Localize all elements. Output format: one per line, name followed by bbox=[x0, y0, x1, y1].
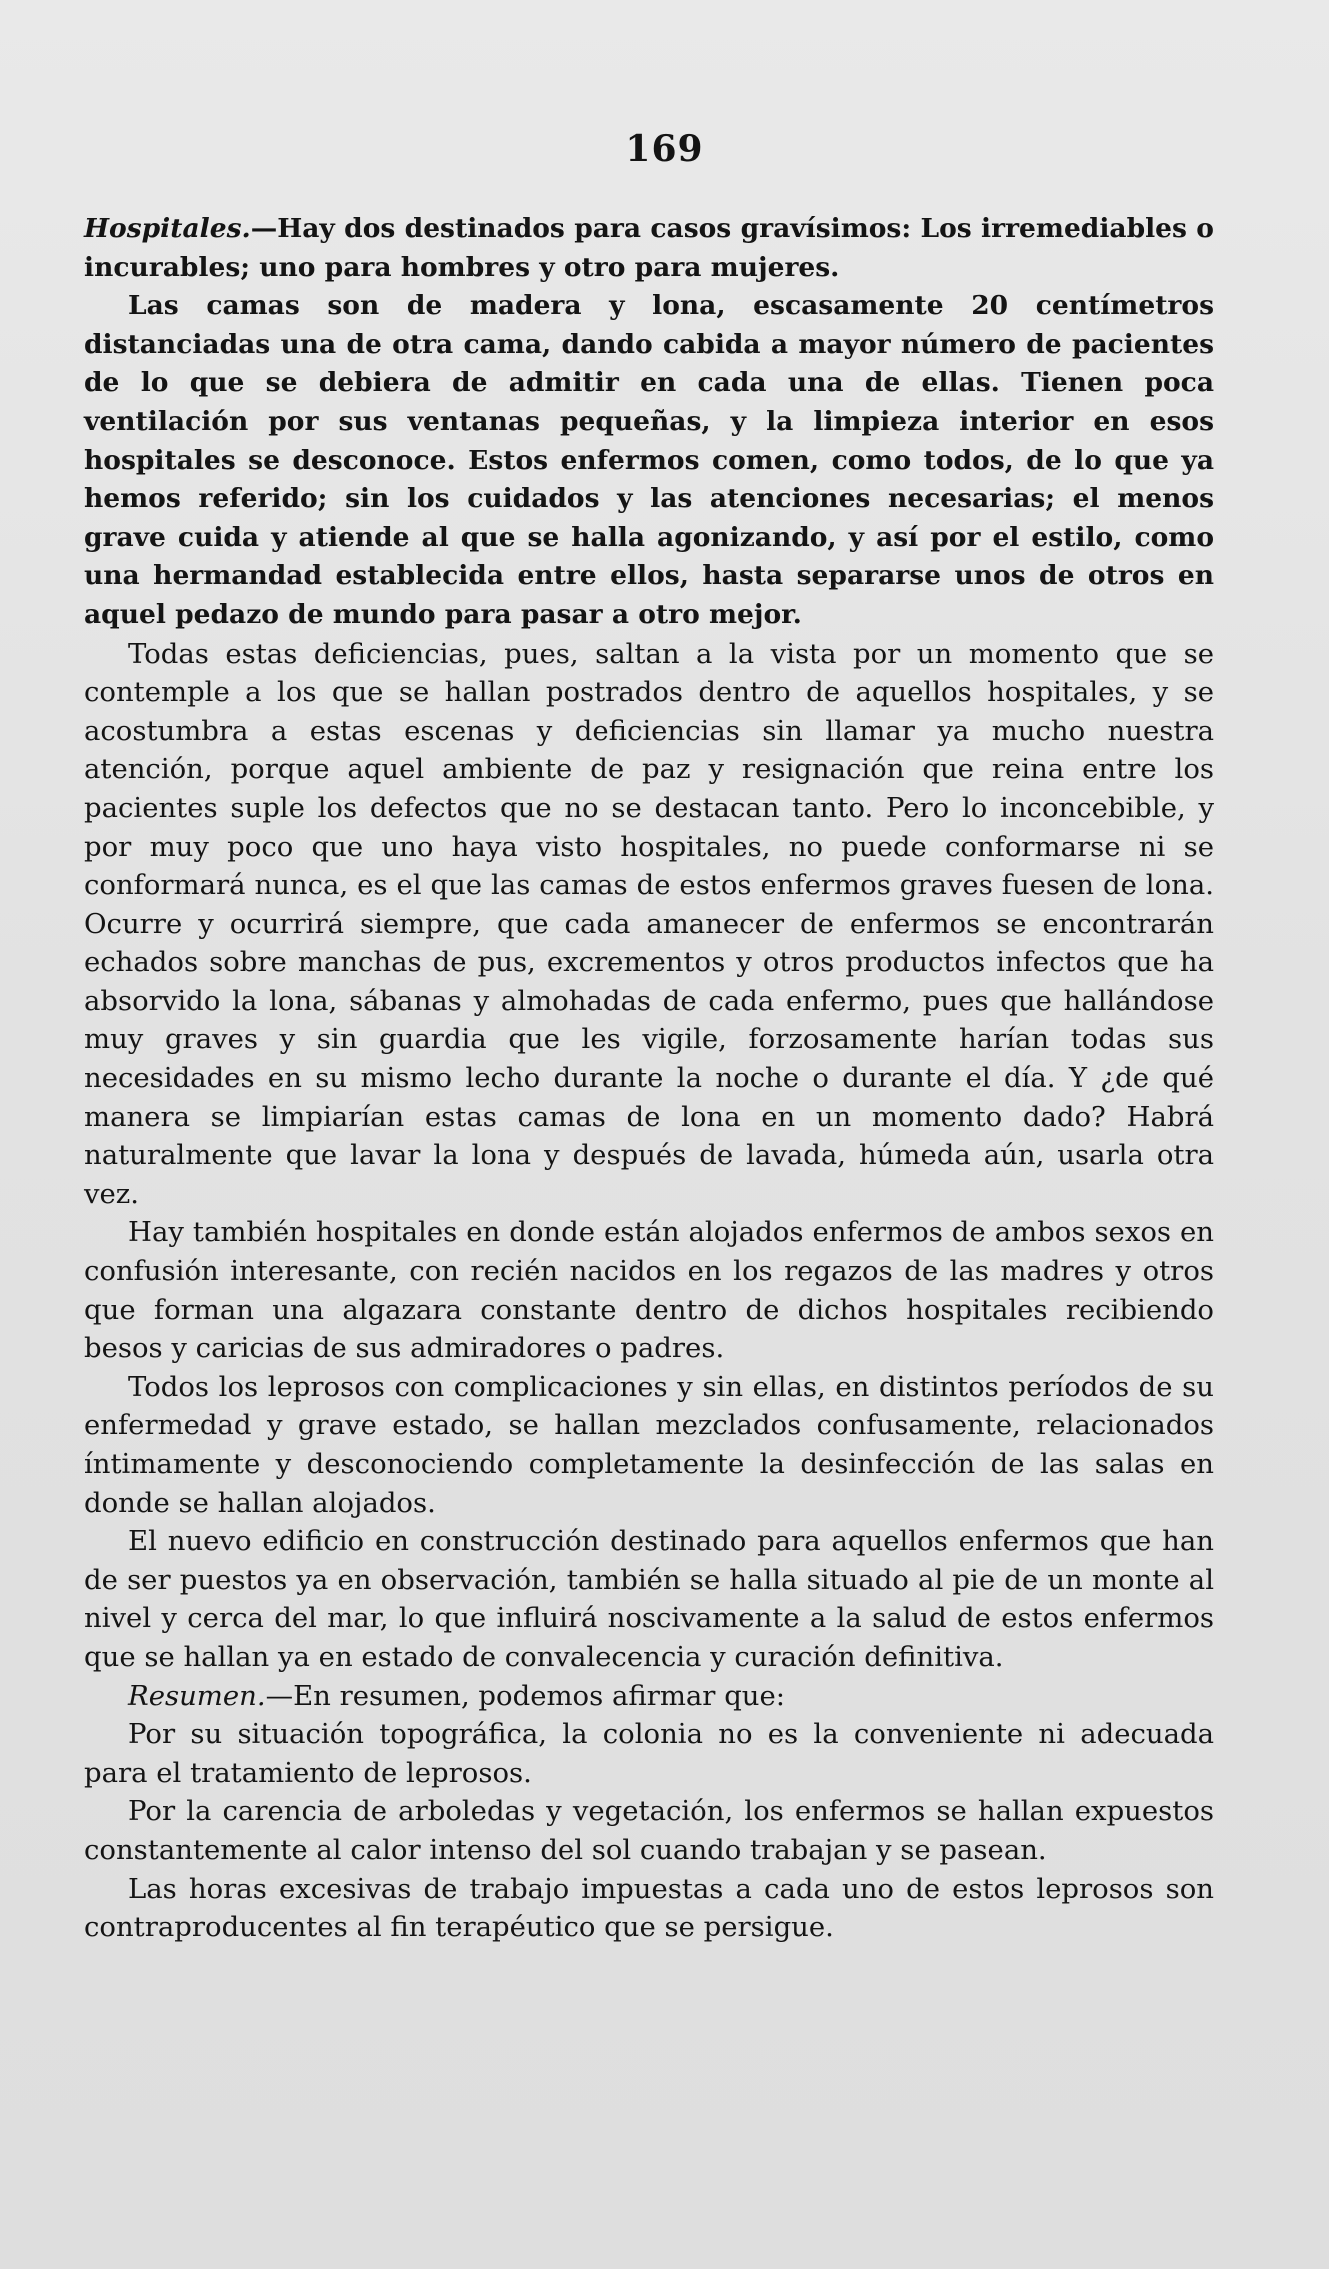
paragraph-ambos-sexos bbox=[84, 1213, 1214, 1367]
paragraph-text: Todas estas deficiencias, pues, saltan a la vista por un momento que se contemple a los que se hallan postrados dentro de aquellos hospitales, y se acostumbra a estas escenas y deficiencias sin llamar ya mucho nuestra atención, porque aquel ambiente de paz y resignación que reina entre los pacientes suple los defectos que no se destacan tanto. Pero lo inconcebible, y por muy poco que uno haya visto hospitales, no puede conformarse ni se conformará nunca, es el que las camas de estos enfermos graves fuesen de lona. Ocurre y ocurrirá siempre, que cada amanecer de enfermos se encontrarán echados sobre manchas de pus, excrementos y otros productos infectos que ha absorvido la lona, sábanas y almohadas de cada enfermo, pues que hallándose muy graves y sin guardia que les vigile, forzosamente harían todas sus necesidades en su mismo lecho durante la noche o durante el día. Y ¿de qué manera se limpiarían estas camas de lona en un momento dado? Habrá naturalmente que lavar la lona y después de lavada, húmeda aún, usarla otra vez. bbox=[84, 637, 1214, 1210]
paragraph-leprosos bbox=[84, 1368, 1214, 1522]
paragraph-text: Todos los leprosos con complicaciones y sin ellas, en distintos períodos de su enfermedad y grave estado, se hallan mezclados confusamente, relacionados íntimamente y desconociendo completamente la desinfección de las salas en donde se hallan alojados. bbox=[84, 1370, 1214, 1519]
paragraph-horas bbox=[84, 1870, 1214, 1947]
paragraph-text: Hay también hospitales en donde están alojados enfermos de ambos sexos en confusión interesante, con recién nacidos en los regazos de las madres y otros que forman una algazara constante dentro de dichos hospitales recibiendo besos y caricias de sus admiradores o padres. bbox=[84, 1216, 1214, 1365]
paragraph-text: —En resumen, podemos afirmar que: bbox=[265, 1679, 786, 1712]
section-heading-hospitales: Hospitales. bbox=[84, 213, 251, 244]
body-text bbox=[84, 210, 1214, 1947]
paragraph-resumen bbox=[84, 1677, 1214, 1716]
paragraph-text: Por su situación topográfica, la colonia no es la conveniente ni adecuada para el tratamiento de leprosos. bbox=[84, 1718, 1214, 1789]
paragraph-nuevo-edificio bbox=[84, 1522, 1214, 1676]
paragraph-camas bbox=[84, 287, 1214, 634]
paragraph-arboledas bbox=[84, 1792, 1214, 1869]
paragraph-text: Por la carencia de arboledas y vegetación, los enfermos se hallan expuestos constantemente al calor intenso del sol cuando trabajan y se pasean. bbox=[84, 1795, 1214, 1866]
paragraph-deficiencias bbox=[84, 635, 1214, 1214]
paragraph-text: Las horas excesivas de trabajo impuestas a cada uno de estos leprosos son contraproducentes al fin terapéutico que se persigue. bbox=[84, 1872, 1214, 1944]
section-heading-resumen: Resumen. bbox=[128, 1679, 266, 1712]
paragraph-text: —Hay dos destinados para casos gravísimos: Los irremediables o incurables; uno para hombres y otro para mujeres. bbox=[84, 213, 1214, 283]
paragraph-hospitales bbox=[84, 210, 1214, 287]
paragraph-text: El nuevo edificio en construcción destinado para aquellos enfermos que han de ser puestos ya en observación, también se halla situado al pie de un monte al nivel y cerca del mar, lo que influirá noscivamente a la salud de estos enfermos que se hallan ya en estado de convalecencia y curación definitiva. bbox=[84, 1525, 1214, 1673]
page-number: 169 bbox=[625, 128, 704, 170]
paragraph-text: Las camas son de madera y lona, escasamente 20 centímetros distanciadas una de otra cama, dando cabida a mayor número de pacientes de lo que se debiera de admitir en cada una de ellas. Tienen poca ventilación por sus ventanas pequeñas, y la limpieza interior en esos hospitales se desconoce. Estos enfermos comen, como todos, de lo que ya hemos referido; sin los cuidados y las atenciones necesarias; el menos grave cuida y atiende al que se halla agonizando, y así por el estilo, como una hermandad establecida entre ellos, hasta separarse unos de otros en aquel pedazo de mundo para pasar a otro mejor. bbox=[84, 290, 1214, 630]
paragraph-situacion bbox=[84, 1715, 1214, 1792]
